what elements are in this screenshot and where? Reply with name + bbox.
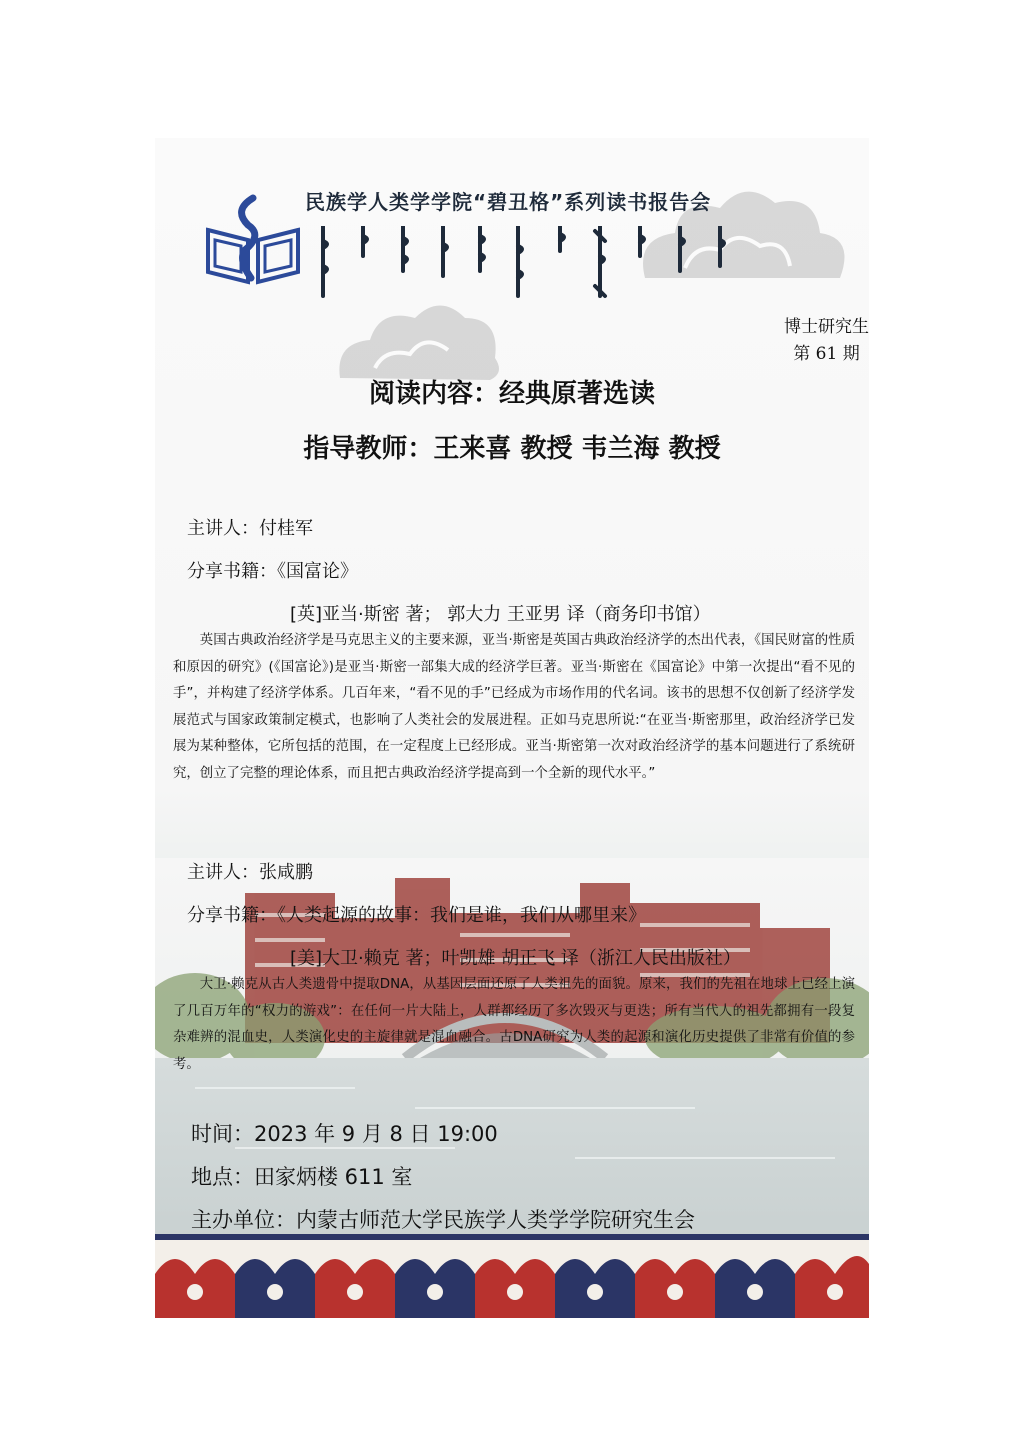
mongolian-script [315, 226, 735, 306]
session1-summary: 英国古典政治经济学是马克思主义的主要来源，亚当·斯密是英国古典政治经济学的杰出代表，《国民财富的性质和原因的研究》(《国富论》)是亚当·斯密一部集大成的经济学巨著。亚当·斯密在《国富论》中第一次提出“看不见的手”，并构建了经济学体系。几百年来，“看不见的手”已经成为市场作用的代名词。该书的思想不仅创新了经济学发展范式与国家政策制定模式，也影响了人类社会的发展进程。正如马克思所说:“在亚当·斯密那里，政治经济学已发展为某种整体，它所包括的范围，在一定程度上已经形成。亚当·斯密第一次对政治经济学的基本问题进行了系统研究，创立了完整的理论体系，而且把古典政治经济学提高到一个全新的现代水平。” [173, 633, 855, 781]
series-title: 民族学人类学学院“碧丑格”系列读书报告会 [305, 190, 712, 214]
event-location: 地点：田家炳楼 611 室 [191, 1165, 413, 1189]
session2-summary: 大卫·赖克从古人类遗骨中提取DNA，从基因层面还原了人类祖先的面貌。原来，我们的先祖在地球上已经上演了几百万年的“权力的游戏”：在任何一片大陆上，人群都经历了多次毁灭与更迭；所有当代人的祖先都拥有一段复杂难辨的混血史，人类演化史的主旋律就是混血融合。古DNA研究为人类的起源和演化历史提供了非常有价值的参考。 [173, 977, 855, 1072]
poster [155, 138, 869, 1318]
session1-speaker: 主讲人：付桂军 [187, 518, 313, 539]
session1-publication: [英]亚当·斯密 著； 郭大力 王亚男 译（商务印书馆） [290, 604, 711, 625]
session2-speaker: 主讲人：张咸鹏 [187, 862, 313, 883]
event-organizer: 主办单位：内蒙古师范大学民族学人类学学院研究生会 [191, 1208, 695, 1232]
degree-level: 博士研究生 [784, 317, 869, 337]
book-logo-icon [203, 190, 303, 290]
session2-publication: [美]大卫·赖克 著；叶凯雄 胡正飞 译（浙江人民出版社） [290, 948, 741, 969]
session2-book: 分享书籍：《人类起源的故事：我们是谁，我们从哪里来》 [187, 905, 646, 926]
ornamental-border-icon [155, 1234, 869, 1318]
reading-content-heading: 阅读内容：经典原著选读 [368, 379, 655, 409]
instructors-heading: 指导教师：王来喜 教授 韦兰海 教授 [303, 434, 721, 464]
event-time: 时间：2023 年 9 月 8 日 19:00 [191, 1122, 498, 1146]
mongolian-text [315, 226, 331, 227]
mongolian-script-glyphs [315, 226, 735, 306]
issue-meta [784, 314, 869, 368]
issue-number: 第 61 期 [793, 344, 860, 364]
session1-book: 分享书籍：《国富论》 [187, 561, 358, 582]
